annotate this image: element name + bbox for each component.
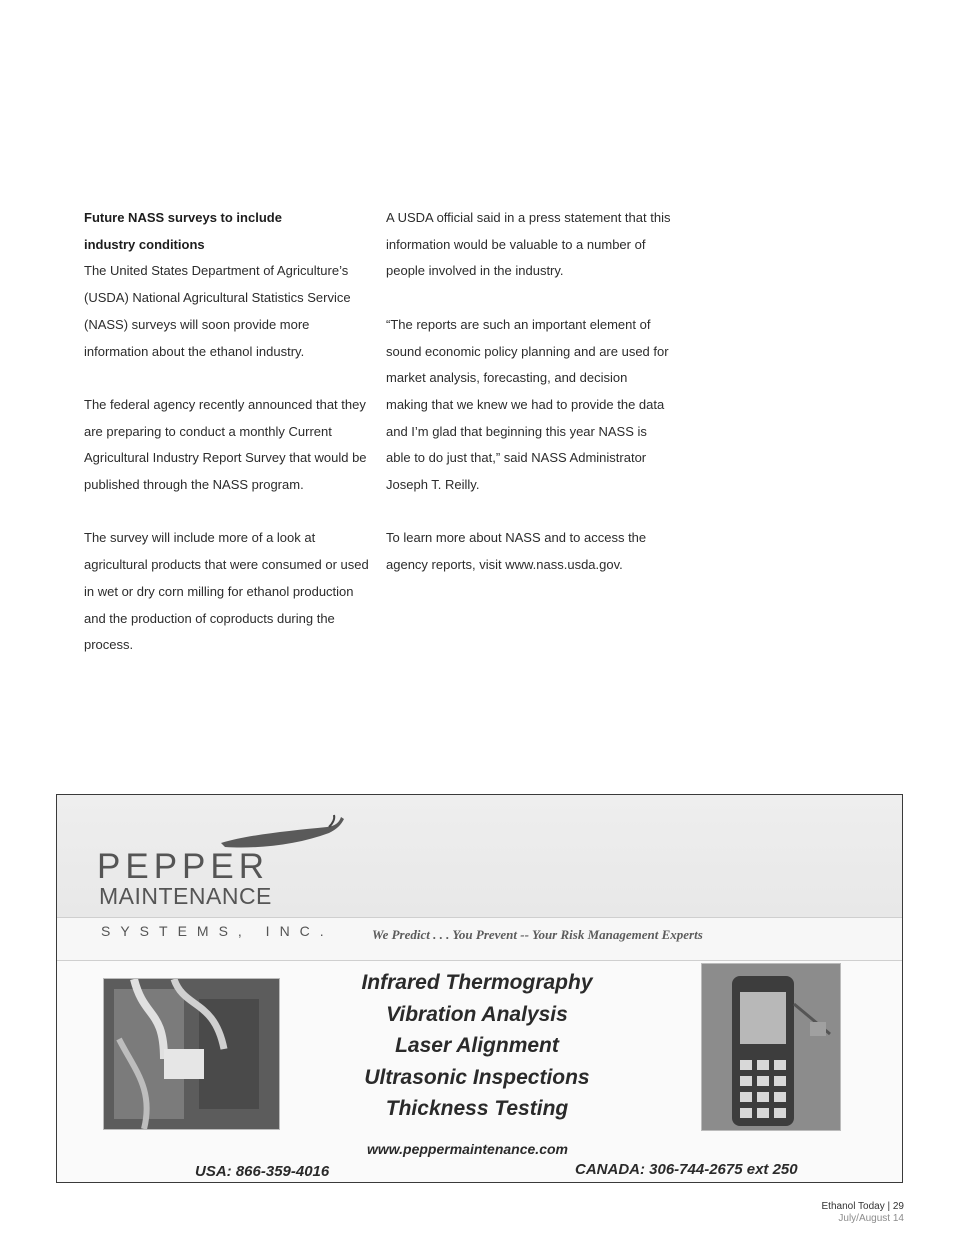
service-item: Ultrasonic Inspections: [364, 1065, 590, 1089]
service-item: Thickness Testing: [385, 1097, 569, 1120]
article-heading-line2: industry conditions: [84, 236, 205, 252]
page-footer: [822, 1201, 904, 1225]
services-list: [317, 967, 637, 1125]
article-paragraph: To learn more about NASS and to access the agency reports, visit www.nass.usda.gov.: [386, 530, 647, 573]
service-item: Laser Alignment: [395, 1034, 559, 1057]
footer-issue: July/August 14: [838, 1213, 904, 1224]
article-paragraph: “The reports are such an important element of sound economic policy planning and are used for market analysis, forecasting, and decision making that we knew we had to provide the data and I’m glad that beginning this year NASS is able to do just that,” said NASS Administrator Joseph T. Reilly.: [386, 316, 669, 493]
article-left-column: [84, 205, 374, 686]
brand-name-maintenance: MAINTENANCE: [99, 883, 272, 909]
ad-usa-phone: USA: 866-359-4016: [195, 1163, 330, 1180]
pepper-maintenance-advertisement[interactable]: [56, 794, 903, 1183]
article-right-column: [386, 205, 671, 606]
brand-name-systems: SYSTEMS, INC.: [101, 923, 334, 939]
ad-canada-phone: CANADA: 306-744-2675 ext 250: [575, 1161, 798, 1178]
service-item: Infrared Thermography: [361, 971, 593, 994]
article-paragraph: The federal agency recently announced that they are preparing to conduct a monthly Current Agricultural Industry Report Survey that would be published through the NASS program.: [84, 396, 367, 493]
ad-website-link[interactable]: www.peppermaintenance.com: [367, 1141, 568, 1157]
brand-name-pepper: PEPPER: [97, 847, 269, 886]
equipment-photo-left: [103, 978, 280, 1130]
article-paragraph: The survey will include more of a look at agricultural products that were consumed or used in wet or dry corn milling for ethanol production and the production of coproducts during the process.: [84, 530, 369, 653]
article-paragraph: The United States Department of Agriculture’s (USDA) National Agricultural Statistics Service (NASS) surveys will soon provide more information about the ethanol industry.: [84, 263, 351, 359]
ad-tagline: We Predict . . . You Prevent -- Your Risk Management Experts: [372, 927, 703, 942]
article-paragraph: A USDA official said in a press statement that this information would be valuable to a number of people involved in the industry.: [386, 210, 671, 279]
service-item: Vibration Analysis: [386, 1002, 568, 1026]
article-heading-line1: Future NASS surveys to include: [84, 210, 282, 225]
footer-publication: Ethanol Today | 29: [821, 1201, 904, 1212]
handheld-device-photo: [701, 963, 841, 1131]
